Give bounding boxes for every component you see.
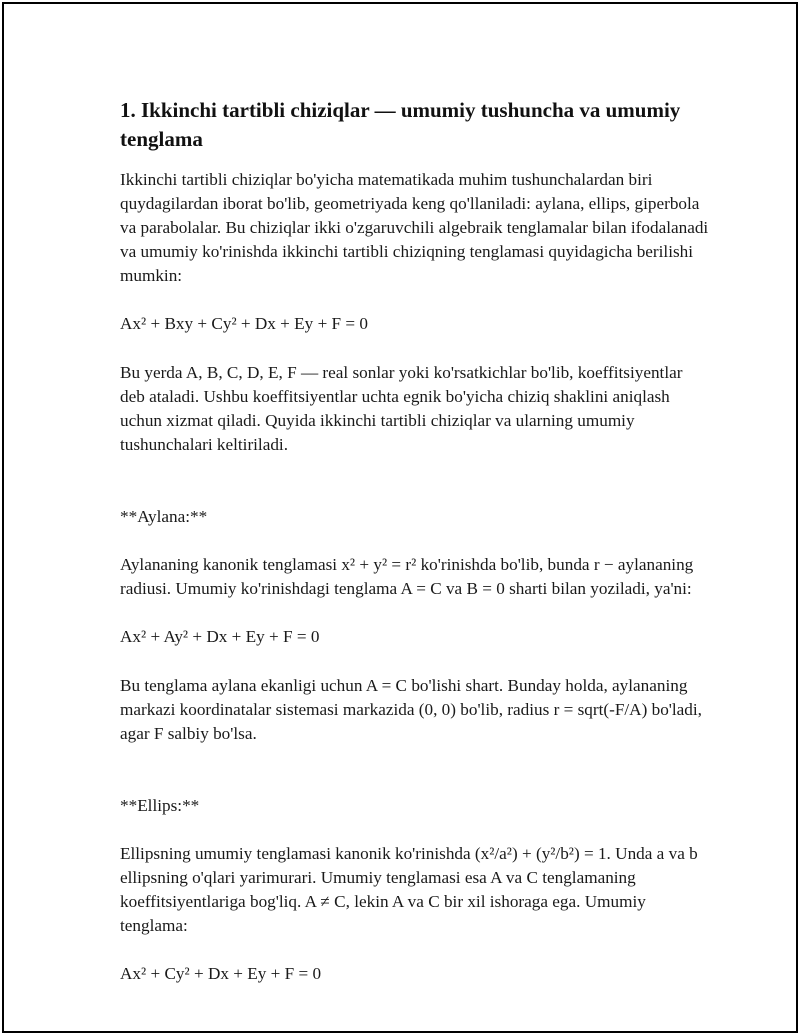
section-heading: 1. Ikkinchi tartibli chiziqlar — umumiy tushuncha va umumiy tenglama: [120, 98, 681, 151]
circle-section: [120, 481, 710, 601]
ellipse-section: [120, 770, 710, 939]
intro-paragraph: Ikkinchi tartibli chiziqlar bo'yicha matematikada muhim tushunchalardan biri quydagilardan iborat bo'lib, geometriyada keng qo'llaniladi: aylana, ellips, giperbola va parabolalar. Bu chiziqlar ikki o'zgaruvchili algebraik tenglamalar bilan ifodalanadi va umumiy ko'rinishda ikkinchi tartibli chiziqning tenglamasi quyidagicha berilishi mumkin:: [120, 170, 709, 286]
coefficients-paragraph: Bu yerda A, B, C, D, E, F — real sonlar yoki ko'rsatkichlar bo'lib, koeffitsiyentlar deb ataladi. Ushbu koeffitsiyentlar uchta egnik bo'yicha chiziq shaklini aniqlash uchun xizmat qiladi. Quyida ikkinchi tartibli chiziqlar va ularning umumiy tushunchalari keltiriladi.: [120, 362, 683, 454]
general-equation: Ax² + Bxy + Cy² + Dx + Ey + F = 0: [120, 314, 368, 334]
circle-equation: Ax² + Ay² + Dx + Ey + F = 0: [120, 627, 320, 647]
ellipse-text: Ellipsning umumiy tenglamasi kanonik ko'rinishda (x²/a²) + (y²/b²) = 1. Unda a va b ellipsning o'qlari yarimurari. Umumiy tenglamasi esa A va C tenglamaning koeffitsiyentlariga bog'liq. A ≠ C, lekin A va C bir xil ishoraga ega. Umumiy tenglama:: [120, 844, 698, 936]
circle-label: **Aylana:**: [120, 507, 208, 527]
ellipse-equation: Ax² + Cy² + Dx + Ey + F = 0: [120, 964, 322, 984]
circle-note-paragraph: Bu tenglama aylana ekanligi uchun A = C bo'lishi shart. Bunday holda, aylananing markazi koordinatalar sistemasi markazida (0, 0) bo'lib, radius r = sqrt(-F/A) bo'ladi, agar F salbiy bo'lsa.: [120, 675, 702, 743]
circle-text: Aylananing kanonik tenglamasi x² + y² = r² ko'rinishda bo'lib, bunda r − aylananing radiusi. Umumiy ko'rinishdagi tenglama A = C va B = 0 sharti bilan yoziladi, ya'ni:: [120, 555, 694, 599]
ellipse-label: **Ellips:**: [120, 795, 200, 815]
page-frame: [2, 2, 798, 1033]
document-body: [120, 96, 710, 1011]
